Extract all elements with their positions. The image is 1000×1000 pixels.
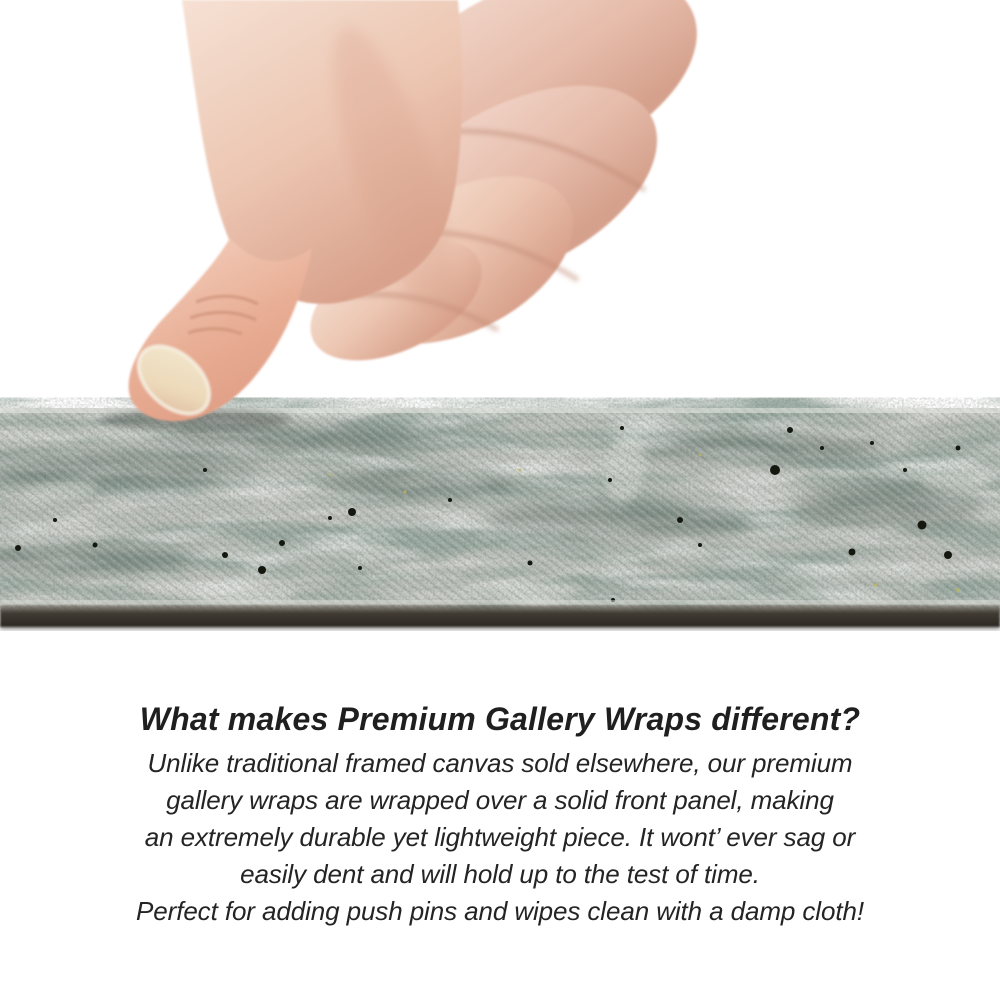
hand [126, 0, 727, 427]
caption-title: What makes Premium Gallery Wraps different? [139, 701, 861, 737]
caption-line: Perfect for adding push pins and wipes clean with a damp cloth! [136, 896, 864, 926]
caption-block [0, 701, 1000, 930]
caption-line: an extremely durable yet lightweight piece. It wont’ ever sag or [144, 822, 856, 852]
caption-line: gallery wraps are wrapped over a solid front panel, making [166, 785, 834, 815]
canvas-edge-strip [0, 408, 1000, 630]
panel-edge [0, 605, 1000, 627]
caption-line: easily dent and will hold up to the test of time. [240, 859, 760, 889]
caption-line: Unlike traditional framed canvas sold elsewhere, our premium [147, 748, 853, 778]
